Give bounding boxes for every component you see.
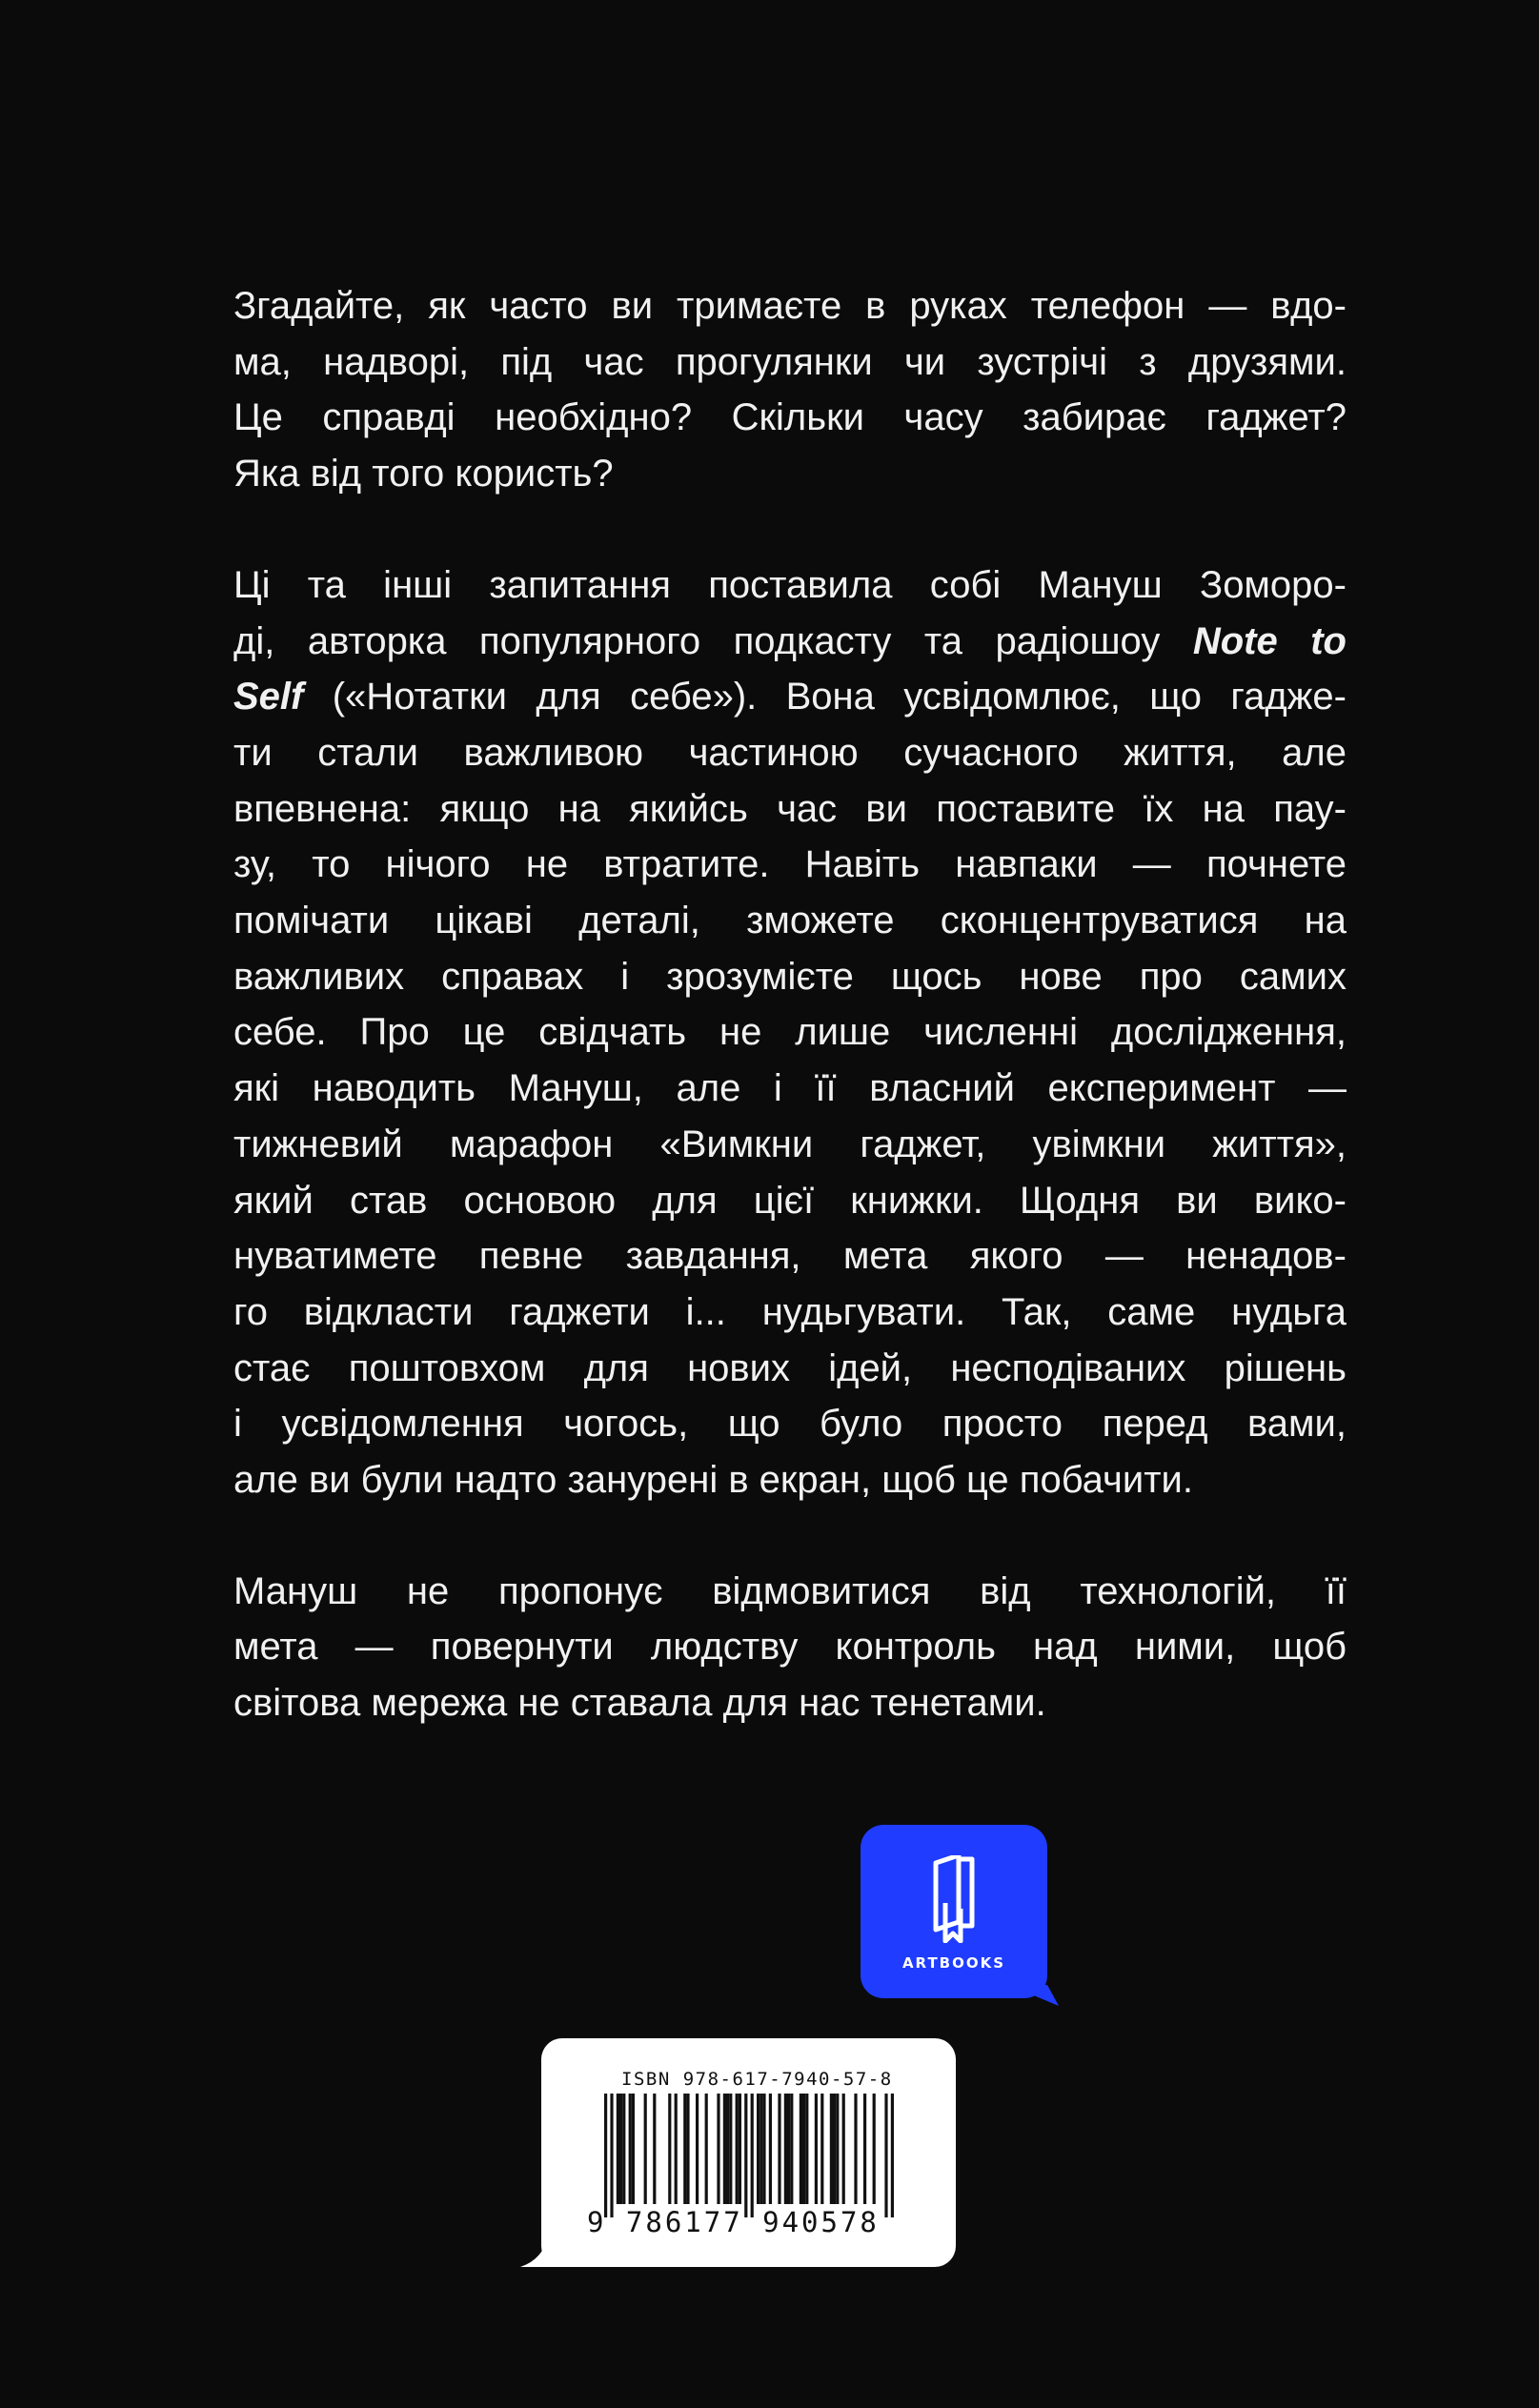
barcode-bar: [739, 2094, 741, 2204]
barcode-bar: [675, 2094, 678, 2204]
text-line: ти стали важливою частиною сучасного життя, але: [233, 731, 1347, 774]
ean-digits: 9 786177 940578: [587, 2206, 880, 2238]
ean13-barcode: [598, 2094, 903, 2219]
barcode-bar: [759, 2094, 762, 2204]
barcode-bar: [632, 2094, 635, 2204]
text-fragment: ді, авторка популярного подкасту та радіошоу: [233, 619, 1193, 662]
barcode-bar: [790, 2094, 793, 2204]
barcode-bar: [778, 2094, 780, 2204]
barcode-bar: [617, 2094, 619, 2204]
paragraph-1: [233, 278, 1347, 502]
barcode-bar: [787, 2094, 790, 2204]
panel-tail-icon: [520, 2235, 577, 2273]
text-fragment: («Нотатки для себе»). Вона усвідомлює, що гадже-: [303, 676, 1347, 718]
text-line: тижневий марафон «Вимкни гаджет, увімкни життя»,: [233, 1123, 1347, 1165]
barcode-bar: [619, 2094, 622, 2204]
barcode-bar: [629, 2094, 632, 2204]
barcode-bar: [683, 2094, 686, 2204]
barcode-bar: [653, 2094, 656, 2204]
text-line: ма, надворі, під час прогулянки чи зустрічі з друзями.: [233, 340, 1347, 383]
text-line: зу, то нічого не втратите. Навіть навпаки — почнете: [233, 843, 1347, 886]
barcode-bar: [736, 2094, 739, 2204]
barcode-guard-bar: [884, 2094, 887, 2217]
text-line: мета — повернути людству контроль над ними, щоб: [233, 1626, 1347, 1669]
barcode-guard-bar: [891, 2094, 894, 2217]
barcode-bar: [696, 2094, 699, 2204]
podcast-title: Note to: [1192, 619, 1347, 662]
barcode-bar: [854, 2094, 857, 2204]
text-line: Згадайте, як часто ви тримаєте в руках телефон — вдо-: [233, 285, 1347, 327]
text-line: [233, 614, 1347, 670]
barcode-bar: [762, 2094, 765, 2204]
barcode-bar: [800, 2094, 802, 2204]
text-line: нуватимете певне завдання, мета якого — ненадов-: [233, 1235, 1347, 1278]
text-line: Ці та інші запитання поставила собі Мануш Зоморо-: [233, 563, 1347, 606]
barcode-bar: [815, 2094, 818, 2204]
text-line: Це справді необхідно? Скільки часу забирає гаджет?: [233, 396, 1347, 439]
barcode-bar: [842, 2094, 845, 2204]
barcode-bar: [833, 2094, 836, 2204]
publisher-logo: [861, 1825, 1047, 1998]
text-line: себе. Про це свідчать не лише численні дослідження,: [233, 1011, 1347, 1054]
text-line: але ви були надто занурені в екран, щоб це побачити.: [233, 1459, 1194, 1502]
text-line: стає поштовхом для нових ідей, несподіваних рішень: [233, 1346, 1347, 1389]
publisher-name: ARTBOOKS: [901, 1954, 1006, 1972]
text-line: впевнена: якщо на якийсь час ви поставите їх на пау-: [233, 787, 1347, 830]
barcode-bar: [836, 2094, 839, 2204]
barcode-bar: [729, 2094, 732, 2204]
book-bookmark-icon: [930, 1855, 978, 1943]
isbn-label: ISBN 978-617-7940-57-8: [621, 2069, 893, 2090]
barcode-bar: [802, 2094, 805, 2204]
text-line: [233, 669, 1347, 725]
back-cover-blurb: [233, 278, 1347, 1787]
barcode-bar: [668, 2094, 671, 2204]
barcode-guard-bar: [751, 2094, 754, 2217]
text-line: помічати цікаві деталі, зможете сконцентруватися на: [233, 900, 1347, 942]
barcode-bar: [820, 2094, 823, 2204]
text-line: і усвідомлення чогось, що було просто перед вами,: [233, 1403, 1347, 1446]
text-line: го відкласти гаджети і... нудьгувати. Так, саме нудьга: [233, 1290, 1347, 1333]
barcode-bar: [863, 2094, 866, 2204]
barcode-bar: [830, 2094, 833, 2204]
bubble-tail-icon: [1023, 1985, 1061, 2013]
text-line: світова мережа не ставала для нас тенетами.: [233, 1682, 1046, 1725]
text-line: який став основою для цієї книжки. Щодня ви вико-: [233, 1179, 1347, 1222]
text-line: Мануш не пропонує відмовитися від технологій, її: [233, 1569, 1347, 1612]
barcode-bar: [757, 2094, 759, 2204]
barcode-bar: [686, 2094, 689, 2204]
text-line: важливих справах і зрозумієте щось нове про самих: [233, 955, 1347, 998]
barcode-bar: [717, 2094, 719, 2204]
barcode-bar: [622, 2094, 625, 2204]
barcode-bar: [726, 2094, 729, 2204]
text-line: які наводить Мануш, але і її власний експеримент —: [233, 1067, 1347, 1110]
barcode-guard-bar: [610, 2094, 613, 2217]
paragraph-3: [233, 1564, 1347, 1731]
paragraph-2: [233, 557, 1347, 1508]
podcast-title: Self: [233, 676, 304, 718]
isbn-barcode-panel: [541, 2038, 956, 2267]
barcode-guard-bar: [604, 2094, 607, 2217]
barcode-bar: [723, 2094, 726, 2204]
barcode-bar: [769, 2094, 772, 2204]
barcode-bar: [784, 2094, 787, 2204]
barcode-guard-bar: [744, 2094, 747, 2217]
text-line: Яка від того користь?: [233, 453, 614, 496]
barcode-bar: [705, 2094, 708, 2204]
barcode-bar: [873, 2094, 876, 2204]
barcode-bar: [644, 2094, 647, 2204]
barcode-bar: [805, 2094, 808, 2204]
